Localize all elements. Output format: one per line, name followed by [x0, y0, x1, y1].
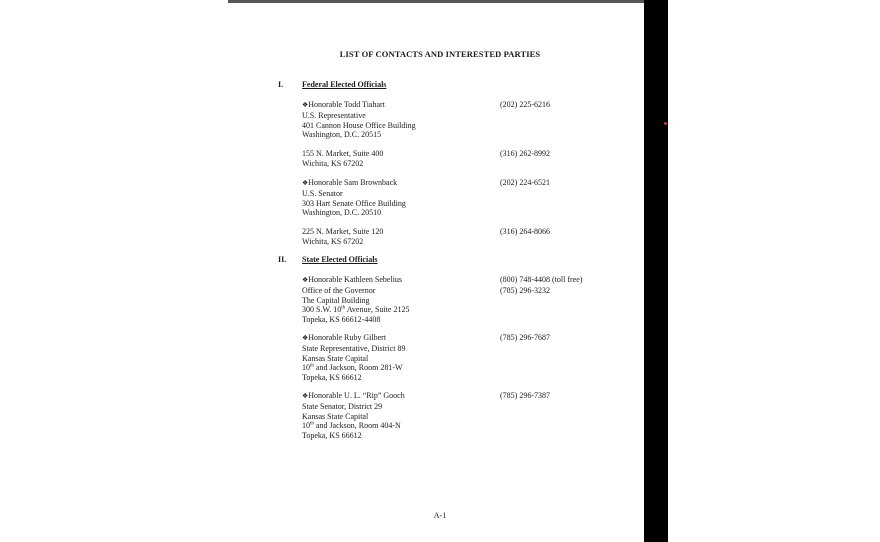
- contact-name: [302, 178, 642, 189]
- phone-number: (785) 296-3232: [500, 285, 550, 295]
- section-numeral: I.: [278, 80, 284, 89]
- phone-number: (800) 748-4408 (toll free): [500, 275, 583, 284]
- diamond-bullet-icon: ❖: [302, 392, 309, 400]
- address-line: State Senator, District 29: [302, 401, 383, 411]
- contact-name-text: Honorable U. L. “Rip” Gooch: [308, 391, 405, 400]
- phone-number: (316) 264-8066: [500, 227, 550, 236]
- section-numeral: II.: [278, 255, 287, 264]
- section-heading: State Elected Officials: [302, 255, 378, 264]
- address-line: 10th and Jackson, Room 281-W: [302, 363, 403, 373]
- address-line: Wichita, KS 67202: [302, 158, 364, 168]
- address-line: Kansas State Capital: [302, 353, 369, 363]
- address-line: U.S. Senator: [302, 188, 343, 198]
- page-number: A-1: [433, 511, 447, 520]
- address-line: Office of the Governor (785) 296-3232: [302, 285, 550, 295]
- document-page: [228, 3, 644, 542]
- contact-entry: [302, 391, 642, 441]
- contact-name: [302, 333, 642, 344]
- address-line: Washington, D.C. 20510: [302, 208, 382, 218]
- contact-name-text: Honorable Kathleen Sebelius: [308, 275, 403, 284]
- phone-number: (785) 296-7687: [500, 333, 550, 342]
- scan-right-border: [644, 0, 668, 542]
- address-line: State Representative, District 89: [302, 343, 406, 353]
- address-line: Topeka, KS 66612: [302, 431, 362, 441]
- section-heading: Federal Elected Officials: [302, 80, 387, 89]
- contact-name: [302, 100, 642, 111]
- address-line: 303 Hart Senate Office Building: [302, 198, 406, 208]
- address-line: Topeka, KS 66612: [302, 373, 362, 383]
- address-line: 155 N. Market, Suite 400 (316) 262-8992: [302, 149, 550, 158]
- document-title: LIST OF CONTACTS AND INTERESTED PARTIES: [339, 49, 541, 59]
- scan-artifact-dot: [664, 122, 667, 125]
- address-line: The Capital Building: [302, 295, 370, 305]
- address-line: Topeka, KS 66612-4408: [302, 315, 381, 325]
- address-line: 225 N. Market, Suite 120 (316) 264-8066: [302, 227, 550, 236]
- contact-entry: [302, 275, 642, 325]
- contact-entry: [302, 149, 642, 169]
- contact-entry: [302, 227, 642, 247]
- address-line: 401 Cannon House Office Building: [302, 120, 416, 130]
- diamond-bullet-icon: ❖: [302, 179, 309, 187]
- address-line: 300 S.W. 10th Avenue, Suite 2125: [302, 305, 410, 315]
- contact-entry: [302, 100, 642, 140]
- contact-name-text: Honorable Ruby Gilbert: [308, 333, 387, 342]
- phone-number: (785) 296-7387: [500, 391, 550, 400]
- contact-name: [302, 391, 642, 402]
- phone-number: (316) 262-8992: [500, 149, 550, 158]
- diamond-bullet-icon: ❖: [302, 276, 309, 284]
- diamond-bullet-icon: ❖: [302, 101, 309, 109]
- address-line: 10th and Jackson, Room 404-N: [302, 421, 401, 431]
- phone-number: (202) 224-6521: [500, 178, 550, 187]
- contact-name: [302, 275, 642, 286]
- phone-number: (202) 225-6216: [500, 100, 550, 109]
- contact-entry: [302, 333, 642, 383]
- diamond-bullet-icon: ❖: [302, 334, 309, 342]
- contact-name-text: Honorable Todd Tiahart: [308, 100, 385, 109]
- address-line: Kansas State Capital: [302, 411, 369, 421]
- contact-entry: [302, 178, 642, 218]
- address-line: Wichita, KS 67202: [302, 236, 364, 246]
- address-line: Washington, D.C. 20515: [302, 130, 382, 140]
- address-line: U.S. Representative: [302, 110, 366, 120]
- contact-name-text: Honorable Sam Brownback: [308, 178, 398, 187]
